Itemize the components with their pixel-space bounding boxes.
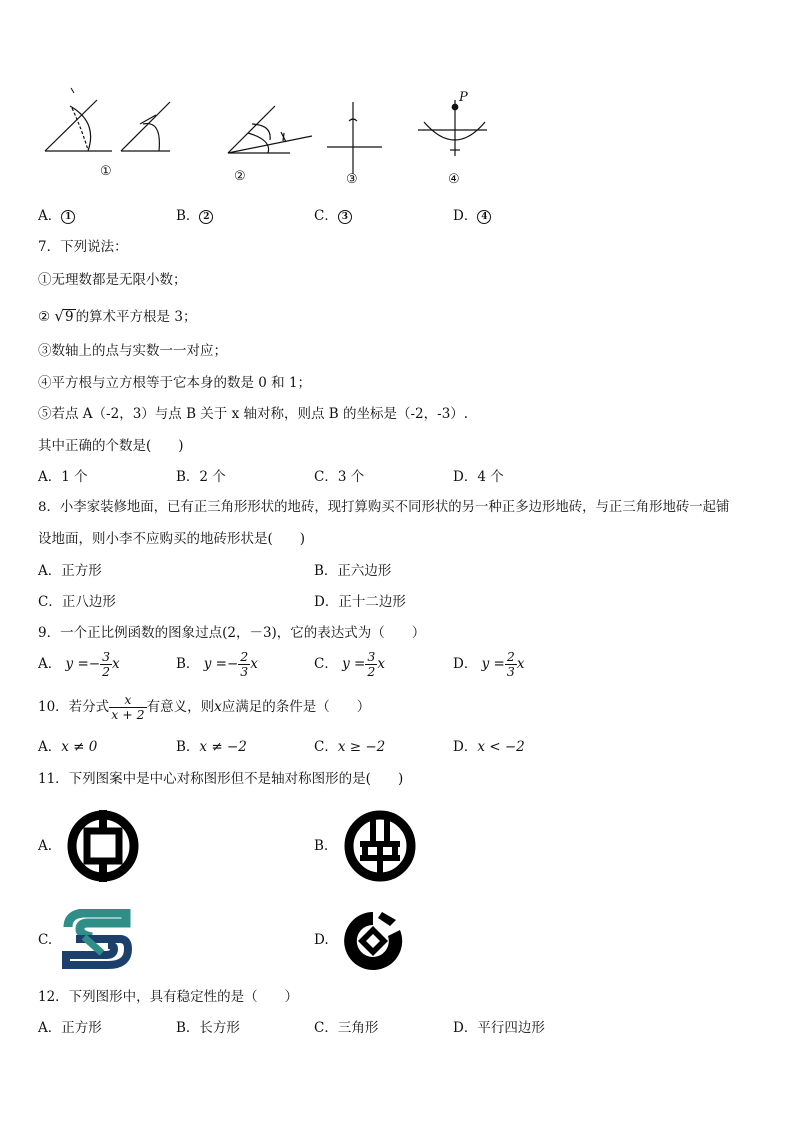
option-letter: D．: [453, 656, 478, 672]
equation-lhs: y =: [203, 656, 227, 672]
equation-lhs: y =: [481, 656, 505, 672]
fraction: [238, 650, 250, 679]
q7-option-d[interactable]: D．4 个: [453, 469, 504, 485]
q7-option-a[interactable]: A．1 个: [38, 469, 88, 485]
q8-option-c[interactable]: C．正八边形: [38, 594, 116, 610]
q9-option-b[interactable]: [176, 650, 258, 679]
option-letter: B．: [176, 656, 200, 672]
denominator: 3: [240, 664, 249, 679]
q7-statement-2: [38, 306, 196, 327]
variable: x: [214, 699, 222, 715]
circled-number: 4: [477, 210, 491, 224]
q10-option-a[interactable]: [38, 737, 97, 757]
variable: x: [250, 656, 258, 672]
q12-option-d[interactable]: D．平行四边形: [453, 1020, 545, 1036]
option-letter: D．: [453, 739, 478, 755]
q8-stem-line-2: 设地面，则小李不应购买的地砖形状是( ): [38, 531, 306, 547]
q7-option-b[interactable]: B．2 个: [176, 469, 226, 485]
s-shaped-logo[interactable]: [62, 909, 134, 969]
q10-option-d[interactable]: [453, 737, 525, 757]
condition: x < −2: [477, 739, 525, 755]
figure-4: [418, 100, 487, 156]
q8-stem-line-1: 8．小李家装修地面，已有正三角形形状的地砖，现打算购买不同形状的另一种正多边形地砖，与正三角形地砖一起铺: [38, 500, 730, 515]
q11-option-a-letter[interactable]: A.: [38, 838, 53, 854]
q10-option-c[interactable]: [314, 737, 385, 757]
q6-option-a[interactable]: [38, 206, 75, 226]
q7-ask: 其中正确的个数是( ): [38, 438, 184, 454]
q6-option-c[interactable]: [314, 206, 352, 226]
option-letter: C．: [314, 208, 338, 224]
q11-option-b-letter[interactable]: B.: [314, 838, 329, 854]
statement-text: 的算术平方根是 3；: [75, 309, 197, 325]
option-letter: A．: [38, 656, 62, 672]
figure-3-label: ③: [346, 172, 358, 187]
denominator: x + 2: [111, 707, 145, 722]
q11-option-d-letter[interactable]: D.: [314, 932, 329, 948]
q12-option-a[interactable]: A．正方形: [38, 1020, 102, 1036]
figure-1-label: ①: [100, 164, 112, 179]
q8-option-a[interactable]: A．正方形: [38, 563, 102, 579]
figure-2-label: ②: [234, 169, 246, 184]
q12-option-b[interactable]: B．长方形: [176, 1020, 240, 1036]
stem-prefix: 10．若分式: [38, 699, 110, 715]
q9-option-c[interactable]: [314, 650, 385, 679]
figure-2: [228, 106, 312, 153]
numerator: 2: [506, 649, 515, 664]
q11-option-c-letter[interactable]: C.: [38, 932, 53, 948]
fraction: [100, 650, 112, 679]
option-letter: C．: [314, 656, 338, 672]
agricultural-bank-logo[interactable]: [342, 807, 418, 885]
q9-option-d[interactable]: [453, 650, 524, 679]
q7-statement-1: ①无理数都是无限小数；: [38, 272, 187, 288]
sqrt-expression: √9: [54, 307, 74, 325]
condition: x ≥ −2: [337, 739, 386, 755]
construction-bank-logo[interactable]: [340, 908, 406, 972]
option-letter: A．: [38, 739, 62, 755]
circled-number: 3: [338, 210, 352, 224]
option-letter: C．: [314, 739, 338, 755]
numerator: 3: [102, 649, 111, 664]
circled-number: 2: [199, 210, 213, 224]
figure-1: [45, 88, 170, 151]
q7-statement-4: ④平方根与立方根等于它本身的数是 0 和 1；: [38, 375, 312, 391]
numerator: 2: [240, 649, 249, 664]
fraction: [109, 693, 146, 722]
q12-option-c[interactable]: C．三角形: [314, 1020, 379, 1036]
condition: x ≠ −2: [199, 739, 247, 755]
q10-option-b[interactable]: [176, 737, 247, 757]
denominator: 2: [102, 664, 111, 679]
q9-stem: 9．一个正比例函数的图象过点(2，－3)，它的表达式为（ ）: [38, 625, 426, 641]
bank-of-china-logo[interactable]: [64, 807, 142, 885]
option-letter: D．: [453, 208, 478, 224]
q8-option-d[interactable]: D．正十二边形: [314, 594, 406, 610]
point-p-label: P: [459, 90, 468, 105]
stem-text: 应满足的条件是（ ）: [221, 699, 371, 715]
variable: x: [112, 656, 120, 672]
stem-text: 有意义，则: [146, 699, 215, 715]
figure-4-label: ④: [448, 172, 460, 187]
radicand: 9: [64, 309, 74, 325]
circled-number: 1: [61, 210, 75, 224]
equation-lhs: y =: [65, 656, 89, 672]
q7-stem: 7．下列说法：: [38, 239, 128, 255]
denominator: 3: [506, 664, 515, 679]
option-letter: A．: [38, 208, 62, 224]
figure-3: [327, 102, 382, 174]
sign: −: [88, 656, 101, 672]
q12-stem: 12．下列图形中，具有稳定性的是（ ）: [38, 989, 299, 1005]
q7-statement-3: ③数轴上的点与实数一一对应；: [38, 343, 227, 359]
q8-option-b[interactable]: B．正六边形: [314, 563, 392, 579]
q11-stem: 11．下列图案中是中心对称图形但不是轴对称图形的是( ): [38, 771, 404, 787]
variable: x: [377, 656, 385, 672]
option-letter: B．: [176, 739, 200, 755]
condition: x ≠ 0: [61, 739, 98, 755]
q9-option-a[interactable]: [38, 650, 120, 679]
q6-figures: [0, 80, 794, 200]
q7-option-c[interactable]: C．3 个: [314, 469, 365, 485]
fraction: [505, 650, 517, 679]
denominator: 2: [367, 664, 376, 679]
q10-stem: [38, 693, 370, 722]
q6-option-d[interactable]: [453, 206, 491, 226]
q7-statement-5: ⑤若点 A（-2，3）与点 B 关于 x 轴对称，则点 B 的坐标是（-2，-3）.: [38, 406, 469, 422]
equation-lhs: y =: [342, 656, 366, 672]
variable: x: [516, 656, 525, 672]
statement-number: ②: [38, 309, 51, 325]
numerator: 3: [367, 649, 376, 664]
sign: −: [226, 656, 239, 672]
fraction: [365, 650, 377, 679]
numerator: x: [109, 693, 146, 708]
q6-option-b[interactable]: [176, 206, 213, 226]
option-letter: B．: [176, 208, 200, 224]
